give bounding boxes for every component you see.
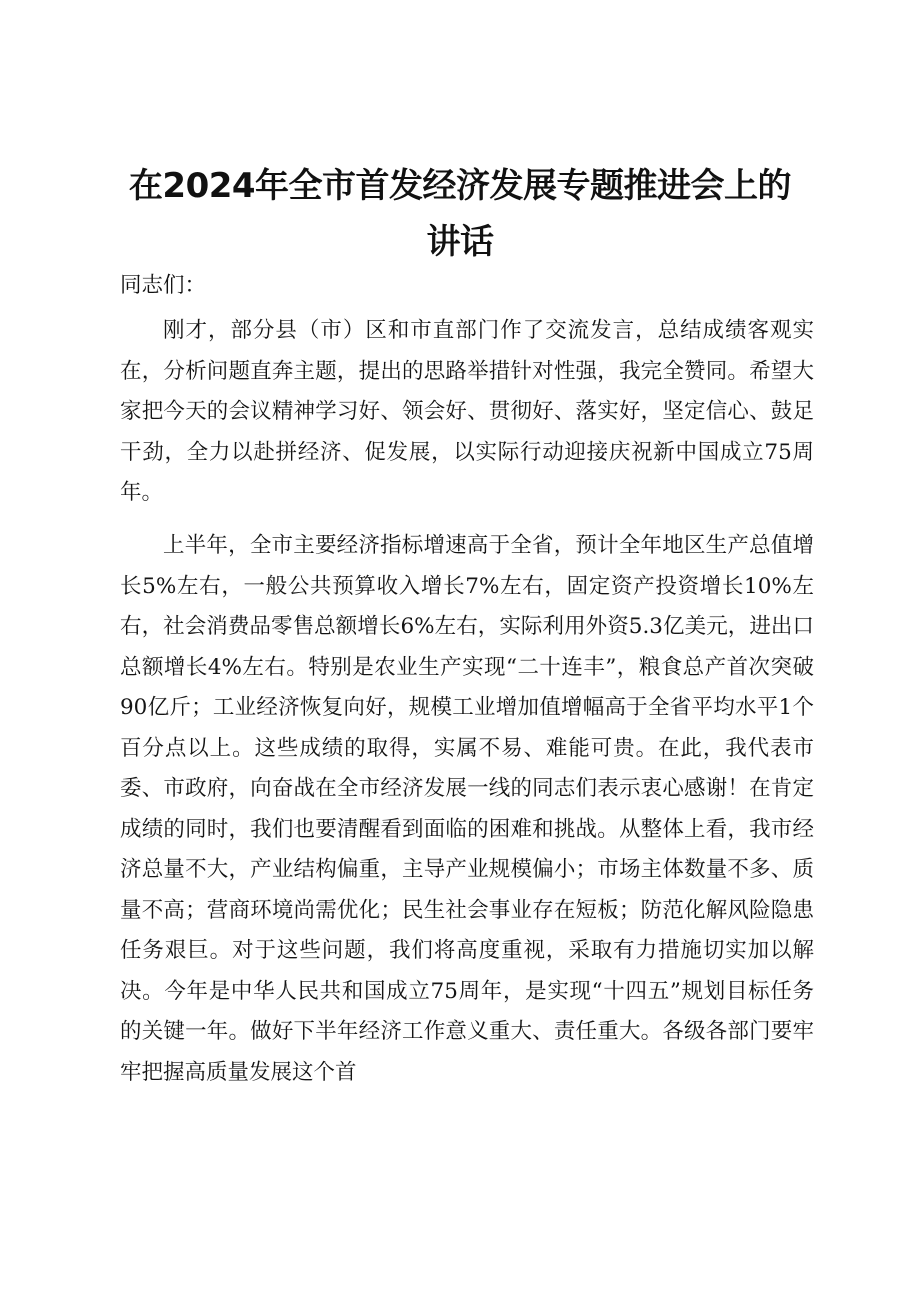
document-title-line-1: 在2024年全市首发经济发展专题推进会上的 <box>128 166 792 206</box>
document-title-line-2: 讲话 <box>426 222 494 262</box>
paragraph-1: 刚才，部分县（市）区和市直部门作了交流发言，总结成绩客观实在，分析问题直奔主题，提出的思路举措针对性强，我完全赞同。希望大家把今天的会议精神学习好、领会好、贯彻好、落实好，坚定信心、鼓足干劲，全力以赴拼经济、促发展，以实际行动迎接庆祝新中国成立75周年。 <box>120 318 814 505</box>
paragraph-2: 上半年，全市主要经济指标增速高于全省，预计全年地区生产总值增长5%左右，一般公共预算收入增长7%左右，固定资产投资增长10%左右，社会消费品零售总额增长6%左右，实际利用外资5.3亿美元，进出口总额增长4%左右。特别是农业生产实现“二十连丰”，粮食总产首次突破90亿斤；工业经济恢复向好，规模工业增加值增幅高于全省平均水平1个百分点以上。这些成绩的取得，实属不易、难能可贵。在此，我代表市委、市政府，向奋战在全市经济发展一线的同志们表示衷心感谢！在肯定成绩的同时，我们也要清醒看到面临的困难和挑战。从整体上看，我市经济总量不大，产业结构偏重，主导产业规模偏小；市场主体数量不多、质量不高；营商环境尚需优化；民生社会事业存在短板；防范化解风险隐患任务艰巨。对于这些问题，我们将高度重视，采取有力措施切实加以解决。今年是中华人民共和国成立75周年，是实现“十四五”规划目标任务的关键一年。做好下半年经济工作意义重大、责任重大。各级各部门要牢牢把握高质量发展这个首 <box>120 533 814 1085</box>
salutation: 同志们： <box>120 273 207 298</box>
